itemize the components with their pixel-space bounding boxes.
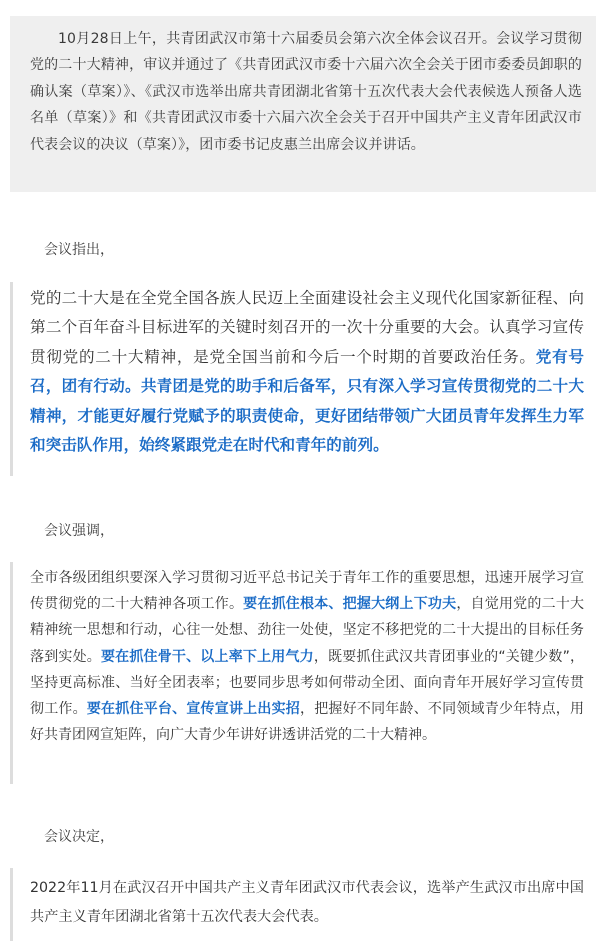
quote-highlight: 要在抓住根本、把握大纲上下功夫 (243, 596, 457, 613)
intro-paragraph-box (10, 16, 596, 192)
section-lead-emphasized: 会议强调， (44, 523, 114, 539)
quote-highlight: 党有号召，团有行动。共青团是党的助手和后备军，只有深入学习宣传贯彻党的二十大精神，才能更好履行党赋予的职责使命，更好团结带领广大团员青年发挥生力军和突击队作用，始终紧跟党走在时代和青年的前列。 (30, 347, 584, 455)
quote-text: ，既要抓住武汉共青团事业的“关键少数”，坚持更高标准、当好全团表率；也要同步思考如何带动全团、面向青年开展好学习宣传贯彻工作。 (30, 648, 585, 718)
section-lead-decided: 会议决定， (44, 829, 114, 845)
quote-block-emphasized (10, 562, 596, 784)
quote-text: 2022年11月在武汉召开中国共产主义青年团武汉市代表会议，选举产生武汉市出席中国共产主义青年团湖北省第十五次代表大会代表。 (30, 880, 584, 925)
quote-text: 党的二十大是在全党全国各族人民迈上全面建设社会主义现代化国家新征程、向第二个百年奋斗目标进军的关键时刻召开的一次十分重要的大会。认真学习宣传贯彻党的二十大精神，是党全国当前和今后一个时期的首要政治任务。 (30, 289, 584, 366)
quote-block-pointed-out (10, 282, 596, 476)
quote-block-decided (10, 868, 596, 941)
quote-highlight: 要在抓住骨干、以上率下上用气力 (100, 648, 314, 665)
quote-text: 全市各级团组织要深入学习贯彻习近平总书记关于青年工作的重要思想，迅速开展学习宣传贯彻党的二十大精神各项工作。 (30, 570, 584, 613)
intro-text: 10月28日上午，共青团武汉市第十六届委员会第六次全体会议召开。会议学习贯彻党的二十大精神，审议并通过了《共青团武汉市委十六届六次全会关于团市委委员卸职的确认案（草案）》、《武汉市选举出席共青团湖北省第十五次代表大会代表候选人预备人选名单（草案）》和《共青团武汉市委十六届六次全会关于召开中国共产主义青年团武汉市代表会议的决议（草案）》，团市委书记皮惠兰出席会议并讲话。 (30, 31, 582, 153)
quote-highlight: 要在抓住平台、宣传宣讲上出实招 (86, 701, 301, 718)
quote-text: ，把握好不同年龄、不同领域青少年特点，用好共青团网宣矩阵，向广大青少年讲好讲透讲活党的二十大精神。 (30, 701, 585, 744)
section-lead-pointed-out: 会议指出， (44, 242, 114, 258)
quote-text: ，自觉用党的二十大精神统一思想和行动，心往一处想、劲往一处使，坚定不移把党的二十大提出的目标任务落到实处。 (30, 596, 585, 665)
